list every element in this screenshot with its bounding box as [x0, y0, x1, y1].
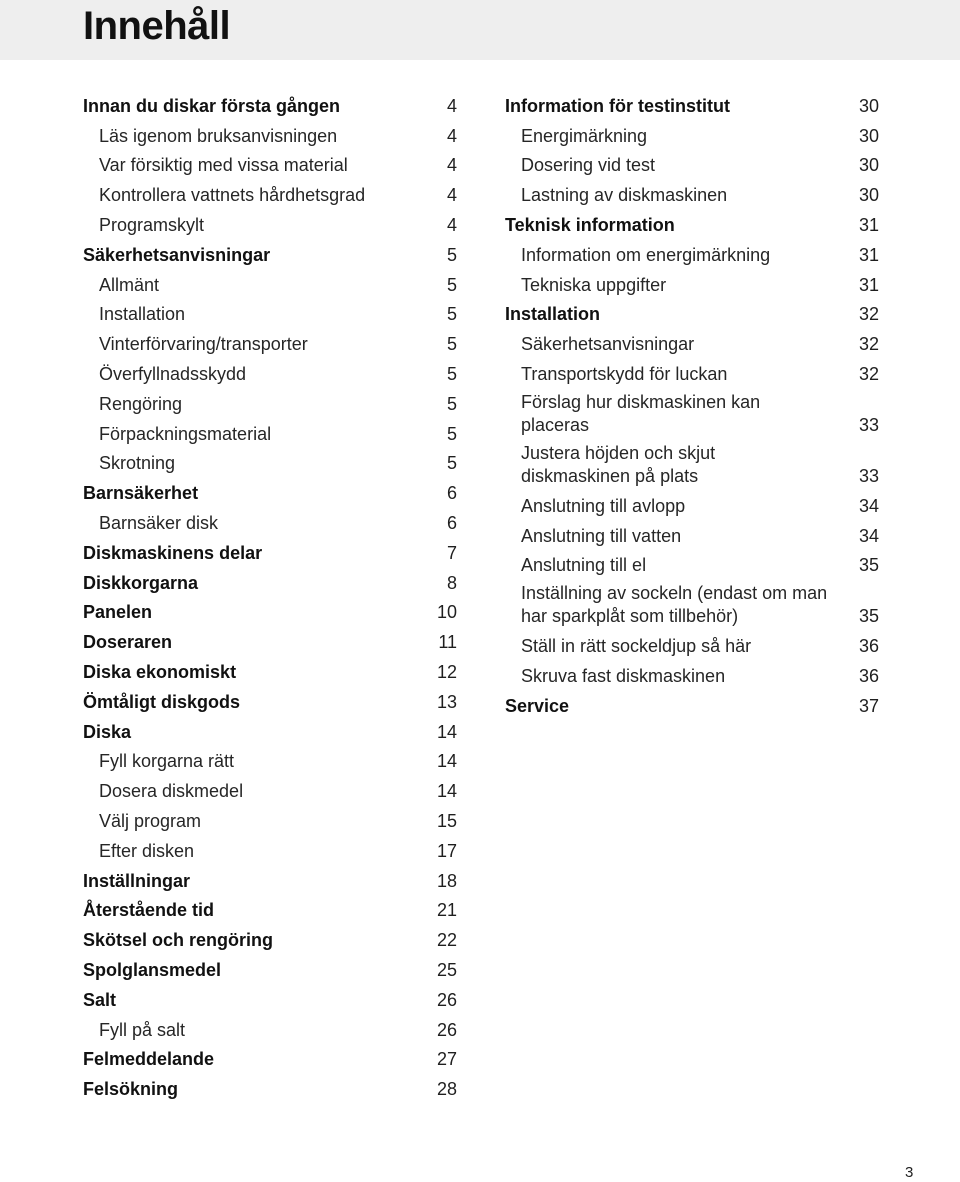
- toc-entry[interactable]: [505, 488, 879, 518]
- toc-entry-page: 31: [858, 244, 879, 265]
- toc-entry-label: Diskkorgarna: [83, 572, 199, 593]
- toc-entry[interactable]: [83, 893, 457, 923]
- toc-entry[interactable]: [83, 684, 457, 714]
- toc-entry[interactable]: [83, 654, 457, 684]
- toc-entry[interactable]: [83, 565, 457, 595]
- toc-entry-page: 21: [436, 900, 457, 921]
- toc-entry-page: 5: [446, 274, 457, 295]
- toc-entry-label: Information för testinstitut: [505, 95, 730, 116]
- toc-entry-page: 13: [436, 691, 457, 712]
- toc-entry[interactable]: [83, 416, 457, 446]
- toc-entry-label: Skrotning: [99, 453, 176, 474]
- toc-entry-page: 30: [858, 95, 879, 116]
- toc-entry-label: Information om energimärkning: [521, 244, 771, 265]
- toc-entry[interactable]: [505, 688, 879, 718]
- toc-entry[interactable]: [505, 577, 879, 628]
- toc-entry[interactable]: [505, 356, 879, 386]
- toc-entry-page: 5: [446, 334, 457, 355]
- toc-entry[interactable]: [505, 628, 879, 658]
- toc-entry-label: Överfyllnadsskydd: [99, 363, 247, 384]
- page-title: Innehåll: [83, 4, 231, 48]
- toc-entry-page: 25: [436, 959, 457, 980]
- toc-entry-label: Fyll på salt: [99, 1019, 186, 1040]
- toc-entry[interactable]: [83, 356, 457, 386]
- toc-entry[interactable]: [505, 118, 879, 148]
- toc-entry-page: 14: [436, 781, 457, 802]
- toc-entry-page: 35: [858, 606, 879, 627]
- toc-right-column: [505, 88, 879, 718]
- toc-entry-label: Inställning av sockeln (endast om man har sparkplåt som tillbehör): [521, 583, 828, 627]
- toc-entry-page: 4: [446, 185, 457, 206]
- toc-entry-label: Installation: [505, 304, 601, 325]
- toc-entry-label: Energimärkning: [521, 125, 648, 146]
- toc-entry-page: 6: [446, 512, 457, 533]
- toc-entry-label: Anslutning till vatten: [521, 525, 682, 546]
- toc-entry-label: Anslutning till avlopp: [521, 495, 686, 516]
- toc-entry-label: Inställningar: [83, 870, 191, 891]
- toc-entry[interactable]: [83, 535, 457, 565]
- toc-entry[interactable]: [83, 177, 457, 207]
- toc-entry-label: Barnsäker disk: [99, 512, 219, 533]
- toc-entry-page: 31: [858, 274, 879, 295]
- toc-entry[interactable]: [83, 475, 457, 505]
- toc-entry[interactable]: [83, 1012, 457, 1042]
- toc-entry-page: 5: [446, 244, 457, 265]
- toc-entry-page: 5: [446, 304, 457, 325]
- toc-entry[interactable]: [83, 744, 457, 774]
- toc-entry-label: Rengöring: [99, 393, 183, 414]
- toc-entry[interactable]: [83, 297, 457, 327]
- toc-entry[interactable]: [83, 624, 457, 654]
- toc-entry-label: Förpackningsmaterial: [99, 423, 272, 444]
- toc-entry[interactable]: [83, 1042, 457, 1072]
- toc-entry-page: 5: [446, 363, 457, 384]
- toc-entry-label: Service: [505, 695, 570, 716]
- toc-entry-page: 11: [438, 632, 457, 653]
- toc-entry-label: Säkerhetsanvisningar: [521, 334, 695, 355]
- toc-entry-page: 30: [858, 125, 879, 146]
- toc-entry-label: Barnsäkerhet: [83, 483, 199, 504]
- toc-entry[interactable]: [505, 177, 879, 207]
- toc-entry-page: 26: [436, 1019, 457, 1040]
- toc-entry[interactable]: [505, 237, 879, 267]
- toc-entry[interactable]: [83, 833, 457, 863]
- toc-entry-page: 14: [436, 721, 457, 742]
- toc-entry-page: 32: [858, 304, 879, 325]
- toc-entry-page: 4: [446, 95, 457, 116]
- toc-entry[interactable]: [83, 922, 457, 952]
- toc-entry-label: Teknisk information: [505, 214, 675, 235]
- toc-entry-label: Doseraren: [83, 632, 173, 653]
- toc-entry-label: Vinterförvaring/transporter: [99, 334, 308, 355]
- toc-entry-label: Återstående tid: [83, 900, 215, 921]
- toc-entry-label: Säkerhetsanvisningar: [83, 244, 271, 265]
- toc-entry-label: Spolglansmedel: [83, 959, 222, 980]
- toc-entry[interactable]: [505, 437, 879, 488]
- toc-entry[interactable]: [505, 207, 879, 237]
- toc-entry[interactable]: [83, 863, 457, 893]
- toc-entry-page: 35: [858, 555, 879, 576]
- toc-entry-label: Kontrollera vattnets hårdhetsgrad: [99, 185, 366, 206]
- toc-entry-page: 17: [436, 840, 457, 861]
- toc-entry-page: 14: [436, 751, 457, 772]
- toc-entry-label: Var försiktig med vissa material: [99, 155, 348, 176]
- toc-entry-page: 4: [446, 155, 457, 176]
- toc-entry-label: Programskylt: [99, 214, 205, 235]
- toc-entry[interactable]: [505, 326, 879, 356]
- toc-entry-page: 10: [436, 602, 457, 623]
- toc-entry-page: 6: [446, 483, 457, 504]
- toc-entry-label: Dosering vid test: [521, 155, 656, 176]
- toc-entry-page: 8: [446, 572, 457, 593]
- toc-entry-label: Tekniska uppgifter: [521, 274, 667, 295]
- toc-entry-page: 18: [436, 870, 457, 891]
- toc-entry-label: Skruva fast diskmaskinen: [521, 665, 726, 686]
- toc-entry-label: Transportskydd för luckan: [521, 363, 728, 384]
- toc-entry[interactable]: [83, 88, 457, 118]
- toc-entry-page: 5: [446, 393, 457, 414]
- toc-entry-label: Dosera diskmedel: [99, 781, 244, 802]
- toc-entry-page: 32: [858, 334, 879, 355]
- toc-entry[interactable]: [83, 148, 457, 178]
- toc-entry-page: 30: [858, 185, 879, 206]
- toc-entry-page: 33: [858, 465, 879, 486]
- toc-entry[interactable]: [83, 803, 457, 833]
- toc-entry[interactable]: [83, 982, 457, 1012]
- toc-entry[interactable]: [83, 118, 457, 148]
- toc-entry-label: Allmänt: [99, 274, 160, 295]
- toc-entry-page: 31: [858, 214, 879, 235]
- toc-entry-page: 4: [446, 125, 457, 146]
- toc-entry[interactable]: [505, 518, 879, 548]
- toc-entry-label: Efter disken: [99, 840, 195, 861]
- toc-entry-label: Skötsel och rengöring: [83, 930, 274, 951]
- toc-entry-label: Diska: [83, 721, 132, 742]
- toc-entry[interactable]: [505, 548, 879, 578]
- toc-entry-label: Salt: [83, 989, 117, 1010]
- toc-entry-page: 32: [858, 363, 879, 384]
- toc-entry[interactable]: [505, 386, 879, 437]
- toc-entry-label: Innan du diskar första gången: [83, 95, 341, 116]
- page-number: 3: [905, 1164, 914, 1181]
- toc-entry[interactable]: [505, 148, 879, 178]
- toc-entry-page: 36: [858, 665, 879, 686]
- toc-entry[interactable]: [83, 446, 457, 476]
- toc-entry-page: 37: [858, 695, 879, 716]
- toc-entry-label: Ställ in rätt sockeldjup så här: [521, 636, 752, 657]
- toc-entry-page: 30: [858, 155, 879, 176]
- toc-entry-page: 22: [436, 930, 457, 951]
- toc-entry-label: Justera höjden och skjut diskmaskinen på plats: [521, 442, 716, 486]
- toc-entry-page: 33: [858, 414, 879, 435]
- toc-entry-label: Fyll korgarna rätt: [99, 751, 235, 772]
- toc-entry-label: Anslutning till el: [521, 555, 647, 576]
- toc-entry[interactable]: [83, 1071, 457, 1101]
- toc-entry-page: 36: [858, 636, 879, 657]
- toc-entry[interactable]: [83, 714, 457, 744]
- toc-entry-label: Felmeddelande: [83, 1049, 215, 1070]
- toc-entry-page: 26: [436, 989, 457, 1010]
- toc-entry[interactable]: [505, 88, 879, 118]
- toc-entry-label: Diskmaskinens delar: [83, 542, 263, 563]
- toc-entry-label: Lastning av diskmaskinen: [521, 185, 728, 206]
- toc-entry[interactable]: [83, 952, 457, 982]
- toc-entry[interactable]: [83, 595, 457, 625]
- toc-entry-label: Läs igenom bruksanvisningen: [99, 125, 338, 146]
- toc-entry-label: Panelen: [83, 602, 153, 623]
- toc-entry-page: 28: [436, 1079, 457, 1100]
- toc-entry-label: Felsökning: [83, 1079, 179, 1100]
- toc-entry-page: 12: [436, 661, 457, 682]
- toc-entry[interactable]: [505, 658, 879, 688]
- toc-entry[interactable]: [83, 207, 457, 237]
- toc-entry[interactable]: [505, 297, 879, 327]
- toc-entry-page: 4: [446, 214, 457, 235]
- toc-entry[interactable]: [83, 267, 457, 297]
- toc-entry-page: 27: [436, 1049, 457, 1070]
- toc-entry[interactable]: [83, 237, 457, 267]
- toc-entry-page: 15: [436, 810, 457, 831]
- toc-entry[interactable]: [83, 386, 457, 416]
- toc-entry[interactable]: [505, 267, 879, 297]
- toc-entry[interactable]: [83, 326, 457, 356]
- toc-entry-page: 7: [446, 542, 457, 563]
- toc-entry-page: 34: [858, 495, 879, 516]
- toc-entry-label: Förslag hur diskmaskinen kan placeras: [521, 391, 761, 435]
- toc-entry-label: Installation: [99, 304, 186, 325]
- toc-entry-label: Ömtåligt diskgods: [83, 691, 241, 712]
- toc-entry-page: 5: [446, 453, 457, 474]
- toc-entry-label: Diska ekonomiskt: [83, 661, 237, 682]
- toc-entry[interactable]: [83, 773, 457, 803]
- toc-entry-label: Välj program: [99, 810, 202, 831]
- toc-entry-page: 5: [446, 423, 457, 444]
- toc-entry[interactable]: [83, 505, 457, 535]
- toc-entry-page: 34: [858, 525, 879, 546]
- toc-left-column: [83, 88, 457, 1101]
